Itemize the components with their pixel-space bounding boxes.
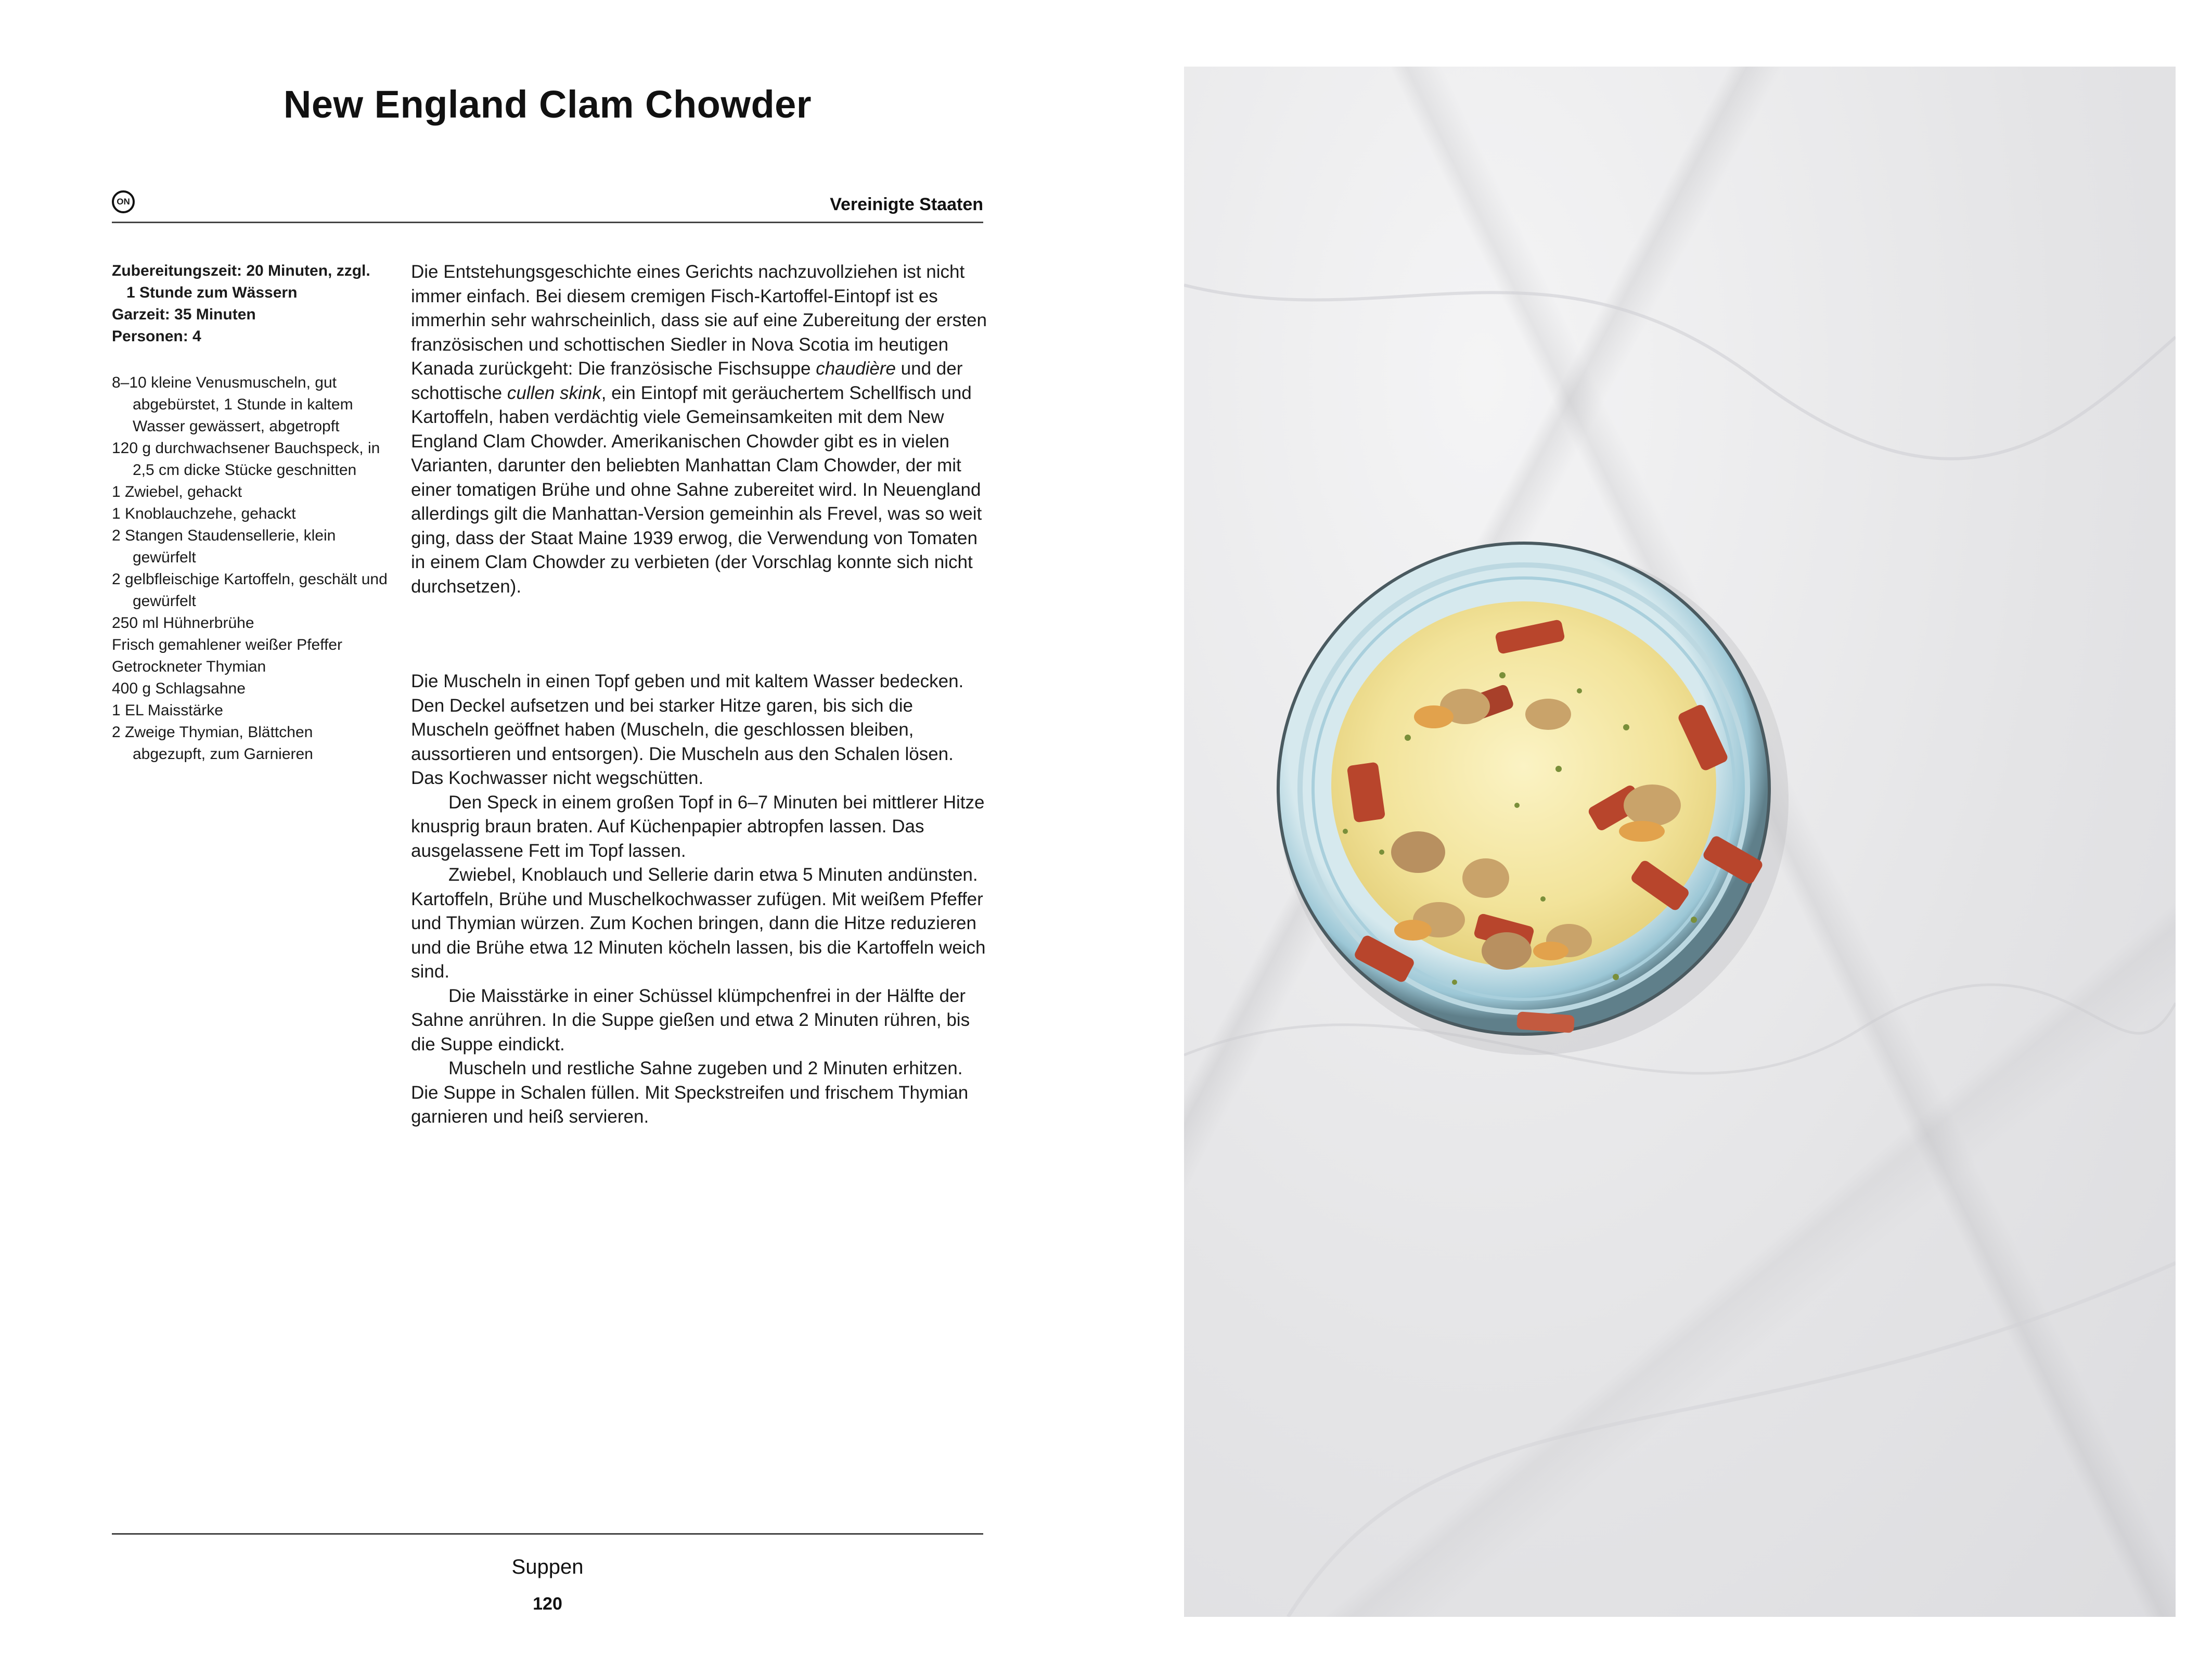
cook-time: Garzeit: 35 Minuten (112, 306, 256, 323)
section-label: Suppen (511, 1555, 584, 1578)
ingredient-item: 1 Zwiebel, gehackt (112, 483, 242, 500)
method-step: Zwiebel, Knoblauch und Sellerie darin etwa 5 Minuten andünsten. Kartoffeln, Brühe und Muschelkochwasser zufügen. Mit weißem Pfeffer und Thymian würzen. Zum Kochen bringen, dann die Hitze reduzieren und die Brühe etwa 12 Minuten köcheln lassen, bis die Kartoffeln weich sind. (411, 865, 986, 982)
soup-surface (1331, 601, 1716, 968)
chowder-bowl-illustration (1184, 67, 2176, 1617)
ingredient-item: 400 g Schlagsahne (112, 680, 246, 697)
header-divider (112, 222, 983, 223)
prep-time: Zubereitungszeit: 20 Minuten, zzgl. 1 Stunde zum Wässern (112, 262, 370, 301)
ingredient-item: 2 gelbfleischige Kartoffeln, geschält und gewürfelt (112, 571, 388, 610)
ingredient-item: 1 Knoblauchzehe, gehackt (112, 505, 296, 522)
recipe-meta (112, 260, 372, 348)
origin-badge-icon: ON (112, 190, 135, 213)
method-step: Muscheln und restliche Sahne zugeben und 2 Minuten erhitzen. Die Suppe in Schalen füllen. Mit Speckstreifen und frischem Thymian garnieren und heiß servieren. (411, 1058, 969, 1127)
ingredient-item: Getrockneter Thymian (112, 658, 266, 675)
ingredient-item: 2 Stangen Staudensellerie, klein gewürfelt (112, 527, 336, 566)
method-step: Die Maisstärke in einer Schüssel klümpchenfrei in der Hälfte der Sahne anrühren. In die Suppe gießen und etwa 2 Minuten rühren, bis die Suppe eindickt. (411, 985, 970, 1054)
intro-term-cullen-skink: cullen skink (507, 382, 601, 403)
intro-paragraph (411, 260, 988, 599)
recipe-intro (411, 260, 988, 599)
chowder-photo (1184, 67, 2176, 1617)
method-step: Die Muscheln in einen Topf geben und mit kaltem Wasser bedecken. Den Deckel aufsetzen und bei starker Hitze garen, bis sich die Muscheln geöffnet haben (Muscheln, die geschlossen bleiben, aussortieren und entsorgen). Die Muscheln aus den Schalen lösen. Das Kochwasser nicht wegschütten. (411, 671, 964, 788)
recipe-header-row (112, 187, 983, 221)
ingredient-item: 250 ml Hühnerbrühe (112, 614, 254, 632)
method-step: Den Speck in einem großen Topf in 6–7 Minuten bei mittlerer Hitze knusprig braun braten. Auf Küchenpapier abtropfen lassen. Das ausgelassene Fett im Topf lassen. (411, 792, 985, 861)
ingredient-item: Frisch gemahlener weißer Pfeffer (112, 636, 342, 653)
ingredient-list (112, 372, 388, 765)
ingredient-item: 8–10 kleine Venusmuscheln, gut abgebürstet, 1 Stunde in kaltem Wasser gewässert, abgetropft (112, 374, 353, 435)
footer-divider (112, 1533, 983, 1535)
servings: Personen: 4 (112, 328, 201, 345)
recipe-method (411, 670, 988, 1129)
recipe-country: Vereinigte Staaten (830, 195, 983, 214)
ingredient-item: 2 Zweige Thymian, Blättchen abgezupft, zum Garnieren (112, 724, 313, 763)
intro-text-2: und der schottische (411, 358, 963, 403)
ingredient-item: 1 EL Maisstärke (112, 702, 223, 719)
intro-text-3: , ein Eintopf mit geräuchertem Schellfisch und Kartoffeln, haben verdächtig viele Gemeinsamkeiten mit dem New England Clam Chowder. Amerikanischen Chowder gibt es in vielen Varianten, darunter den beliebten Manhattan Clam Chowder, der mit einer tomatigen Brühe und ohne Sahne zubereitet wird. In Neuengland allerdings gilt die Manhattan-Version gemeinhin als Frevel, was so weit ging, dass der Staat Maine 1939 erwog, die Verwendung von Tomaten in einem Clam Chowder zu verbieten (der Vorschlag konnte sich nicht durchsetzen). (411, 382, 982, 597)
intro-text-1: Die Entstehungsgeschichte eines Gerichts nachzuvollziehen ist nicht immer einfach. Bei diesem cremigen Fisch-Kartoffel-Eintopf ist es immerhin sehr wahrscheinlich, dass sie auf eine Zubereitung der ersten französischen und schottischen Siedler in Nova Scotia im heutigen Kanada zurückgeht: Die französische Fischsuppe (411, 262, 987, 379)
recipe-title: New England Clam Chowder (283, 83, 812, 126)
intro-term-chaudiere: chaudière (816, 358, 896, 379)
ingredient-item: 120 g durchwachsener Bauchspeck, in 2,5 cm dicke Stücke geschnitten (112, 440, 380, 479)
page-number: 120 (533, 1594, 562, 1614)
